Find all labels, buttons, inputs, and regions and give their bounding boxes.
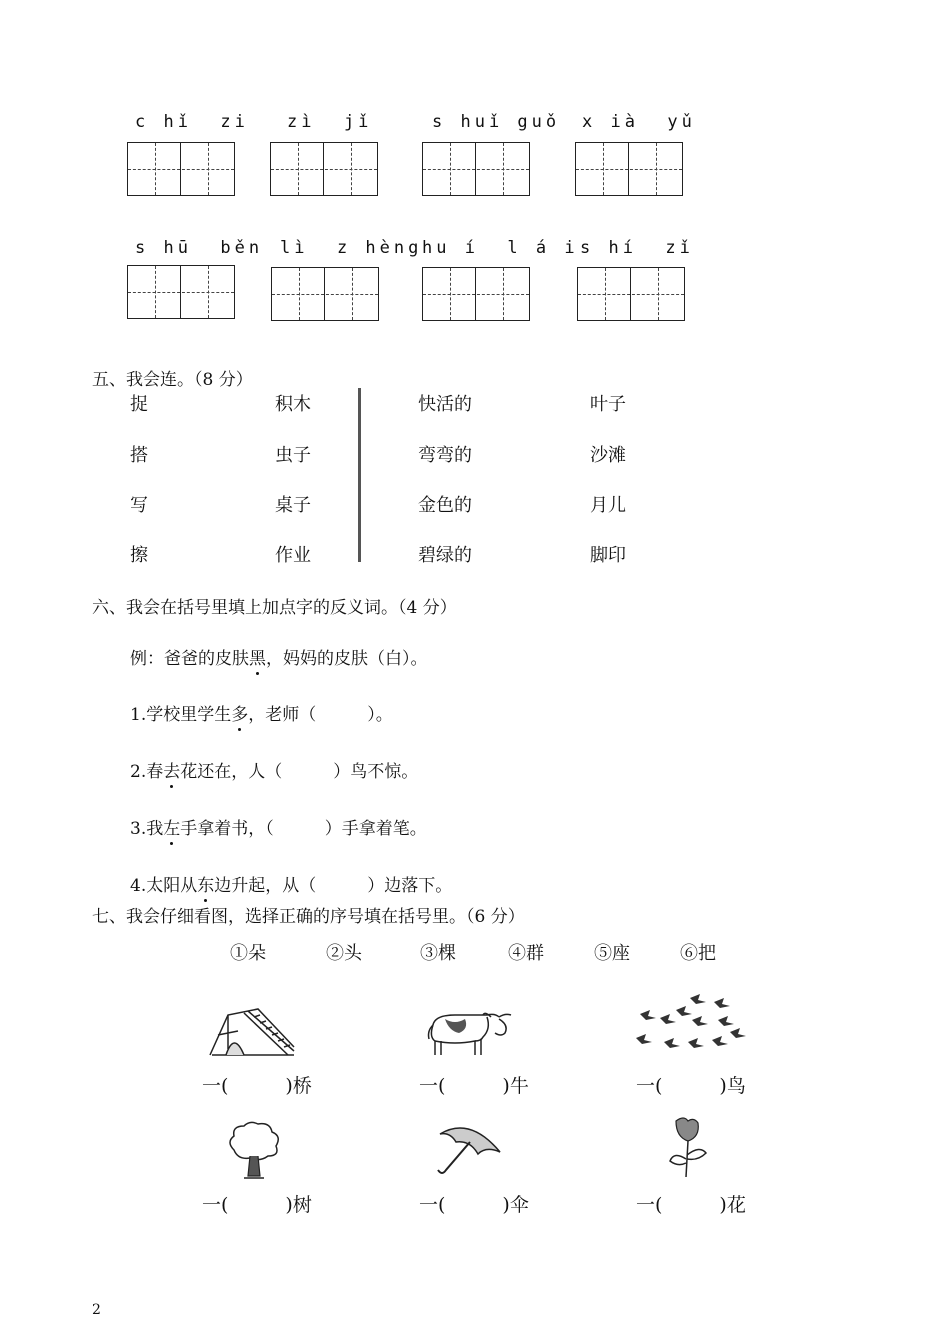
pinyin-2: zì jǐ: [287, 112, 373, 132]
flower-icon: [664, 1115, 714, 1180]
option: ⑥把: [680, 943, 716, 964]
writing-grid-2[interactable]: [270, 142, 378, 196]
option: ④群: [508, 943, 544, 964]
bridge-icon: [208, 1003, 298, 1058]
match-adjective[interactable]: 碧绿的: [418, 545, 472, 566]
match-verb[interactable]: 擦: [130, 545, 148, 566]
match-noun[interactable]: 桌子: [275, 495, 311, 516]
tree-icon: [224, 1120, 284, 1180]
measure-word-ox[interactable]: 一( )牛: [419, 1075, 529, 1097]
dotted-char: 东: [197, 871, 214, 896]
writing-grid-1[interactable]: [127, 142, 235, 196]
dotted-char: 去: [163, 757, 180, 782]
pinyin-7: hu í l á i: [422, 238, 579, 258]
pinyin-8: s hí zǐ: [580, 238, 694, 258]
section-7-title: 七、我会仔细看图，选择正确的序号填在括号里。（6 分）: [92, 907, 525, 927]
birds-icon: [630, 990, 750, 1060]
question-3[interactable]: 3.我左手拿着书，（ ）手拿着笔。: [130, 814, 427, 839]
dotted-char: 左: [163, 814, 180, 839]
match-verb[interactable]: 搭: [130, 445, 148, 466]
pinyin-6: lì z hèng: [280, 238, 423, 258]
dotted-char: 多: [231, 700, 248, 725]
section-6-title: 六、我会在括号里填上加点字的反义词。（4 分）: [92, 598, 457, 618]
ox-icon: [425, 1005, 515, 1060]
question-1[interactable]: 1.学校里学生多，老师（ ）。: [130, 700, 393, 725]
dotted-char: 黑: [249, 644, 266, 669]
writing-grid-3[interactable]: [422, 142, 530, 196]
match-adjective[interactable]: 弯弯的: [418, 445, 472, 466]
page-number: 2: [92, 1302, 101, 1318]
pinyin-4: x ià yǔ: [582, 112, 696, 132]
match-adjective[interactable]: 快活的: [418, 394, 472, 415]
measure-word-tree[interactable]: 一( )树: [202, 1194, 312, 1216]
match-adjective[interactable]: 金色的: [418, 495, 472, 516]
match-verb[interactable]: 写: [130, 495, 148, 516]
measure-word-umbrella[interactable]: 一( )伞: [419, 1194, 529, 1216]
umbrella-icon: [434, 1120, 504, 1180]
section-5-title: 五、我会连。（8 分）: [92, 370, 253, 390]
question-2[interactable]: 2.春去花还在，人（ ）鸟不惊。: [130, 757, 418, 782]
pinyin-1: c hǐ zi: [135, 112, 249, 132]
measure-word-flower[interactable]: 一( )花: [636, 1194, 746, 1216]
match-noun-right[interactable]: 月儿: [590, 495, 626, 516]
measure-word-bridge[interactable]: 一( )桥: [202, 1075, 312, 1097]
match-noun-right[interactable]: 沙滩: [590, 445, 626, 466]
match-noun[interactable]: 作业: [275, 545, 311, 566]
writing-grid-5[interactable]: [127, 265, 235, 319]
pinyin-5: s hū běn: [135, 238, 264, 258]
match-noun[interactable]: 积木: [275, 394, 311, 415]
match-noun[interactable]: 虫子: [275, 445, 311, 466]
writing-grid-6[interactable]: [271, 267, 379, 321]
option: ①朵: [230, 943, 266, 964]
writing-grid-4[interactable]: [575, 142, 683, 196]
option: ⑤座: [594, 943, 630, 964]
option: ③棵: [420, 943, 456, 964]
section-divider: [358, 388, 361, 562]
match-noun-right[interactable]: 叶子: [590, 394, 626, 415]
writing-grid-8[interactable]: [577, 267, 685, 321]
option: ②头: [326, 943, 362, 964]
match-verb[interactable]: 捉: [130, 394, 148, 415]
match-noun-right[interactable]: 脚印: [590, 545, 626, 566]
writing-grid-7[interactable]: [422, 267, 530, 321]
question-4[interactable]: 4.太阳从东边升起，从（ ）边落下。: [130, 871, 452, 896]
pinyin-3: s huǐ guǒ: [432, 112, 561, 132]
measure-word-birds[interactable]: 一( )鸟: [636, 1075, 746, 1097]
example-sentence: 例：爸爸的皮肤黑，妈妈的皮肤（白）。: [130, 644, 428, 669]
